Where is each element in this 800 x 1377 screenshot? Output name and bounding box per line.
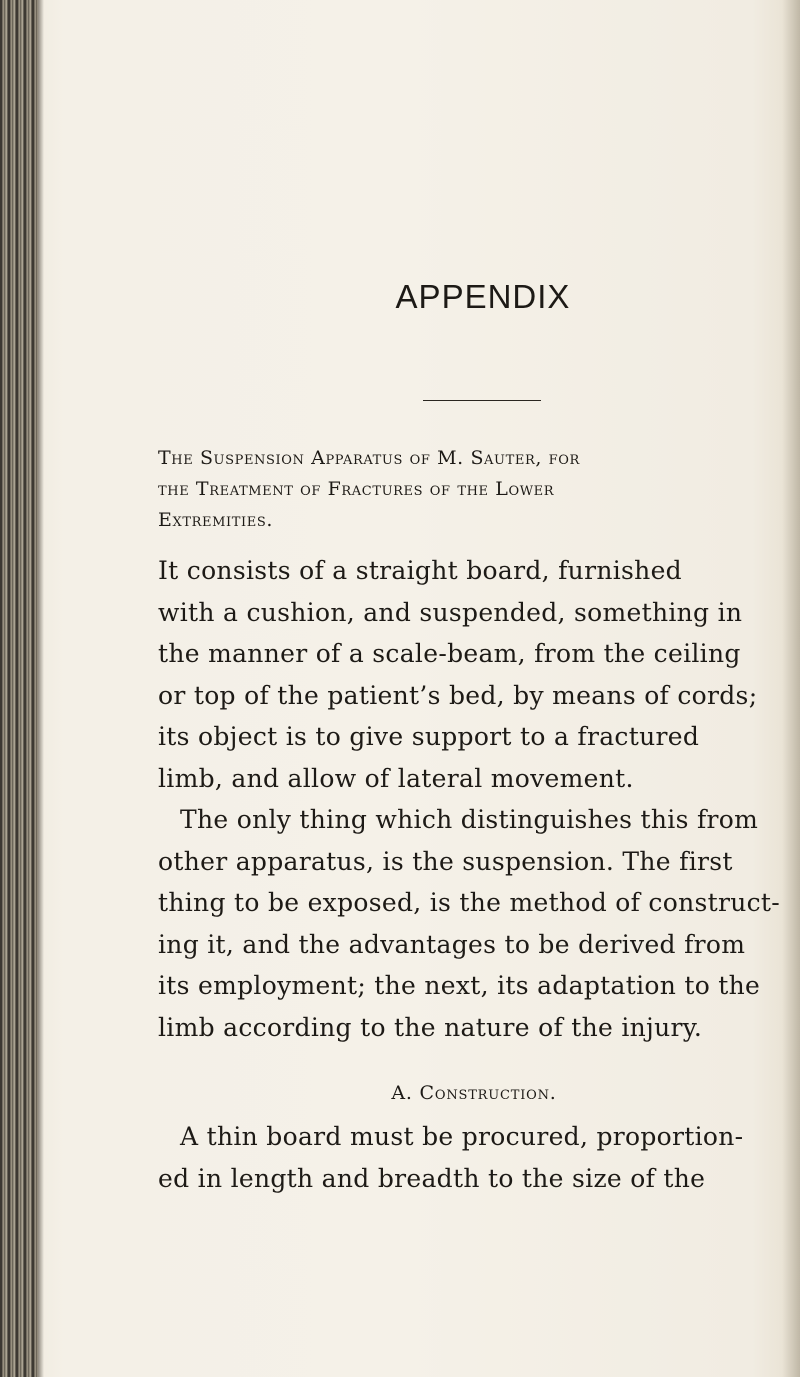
text-line: its object is to give support to a fractured <box>158 722 700 751</box>
text-line: its employment; the next, its adaptation to the <box>158 971 761 1000</box>
text-line: limb according to the nature of the injury. <box>158 1012 703 1042</box>
page-content <box>158 278 790 1199</box>
text-line: ing it, and the advantages to be derived from <box>158 929 746 959</box>
paragraph-3 <box>158 1116 790 1199</box>
text-line: thing to be exposed, is the method of construct- <box>158 888 780 917</box>
text-line: other apparatus, is the suspension. The first <box>158 846 733 876</box>
heading-line: The Suspension Apparatus of M. Sauter, for <box>158 447 580 469</box>
paragraph-1 <box>158 550 790 799</box>
heading-line: the Treatment of Fractures of the Lower <box>158 478 555 500</box>
book-binding <box>0 0 38 1377</box>
section-heading <box>158 443 790 536</box>
text-line: It consists of a straight board, furnished <box>158 556 682 585</box>
text-line: A thin board must be procured, proportion- <box>180 1122 744 1151</box>
text-line: or top of the patient’s bed, by means of cords; <box>158 680 758 710</box>
heading-line: Extremities. <box>158 509 273 531</box>
text-line: limb, and allow of lateral movement. <box>158 763 634 793</box>
text-line: the manner of a scale-beam, from the ceiling <box>158 639 741 668</box>
text-line: The only thing which distinguishes this from <box>180 805 759 834</box>
title-divider <box>423 400 541 401</box>
page-title: APPENDIX <box>395 278 571 315</box>
paragraph-2 <box>158 799 790 1048</box>
text-line: ed in length and breadth to the size of the <box>158 1163 706 1193</box>
binding-shadow <box>38 0 44 1377</box>
construction-heading: A. Construction. <box>391 1082 557 1104</box>
text-line: with a cushion, and suspended, something in <box>158 597 743 627</box>
